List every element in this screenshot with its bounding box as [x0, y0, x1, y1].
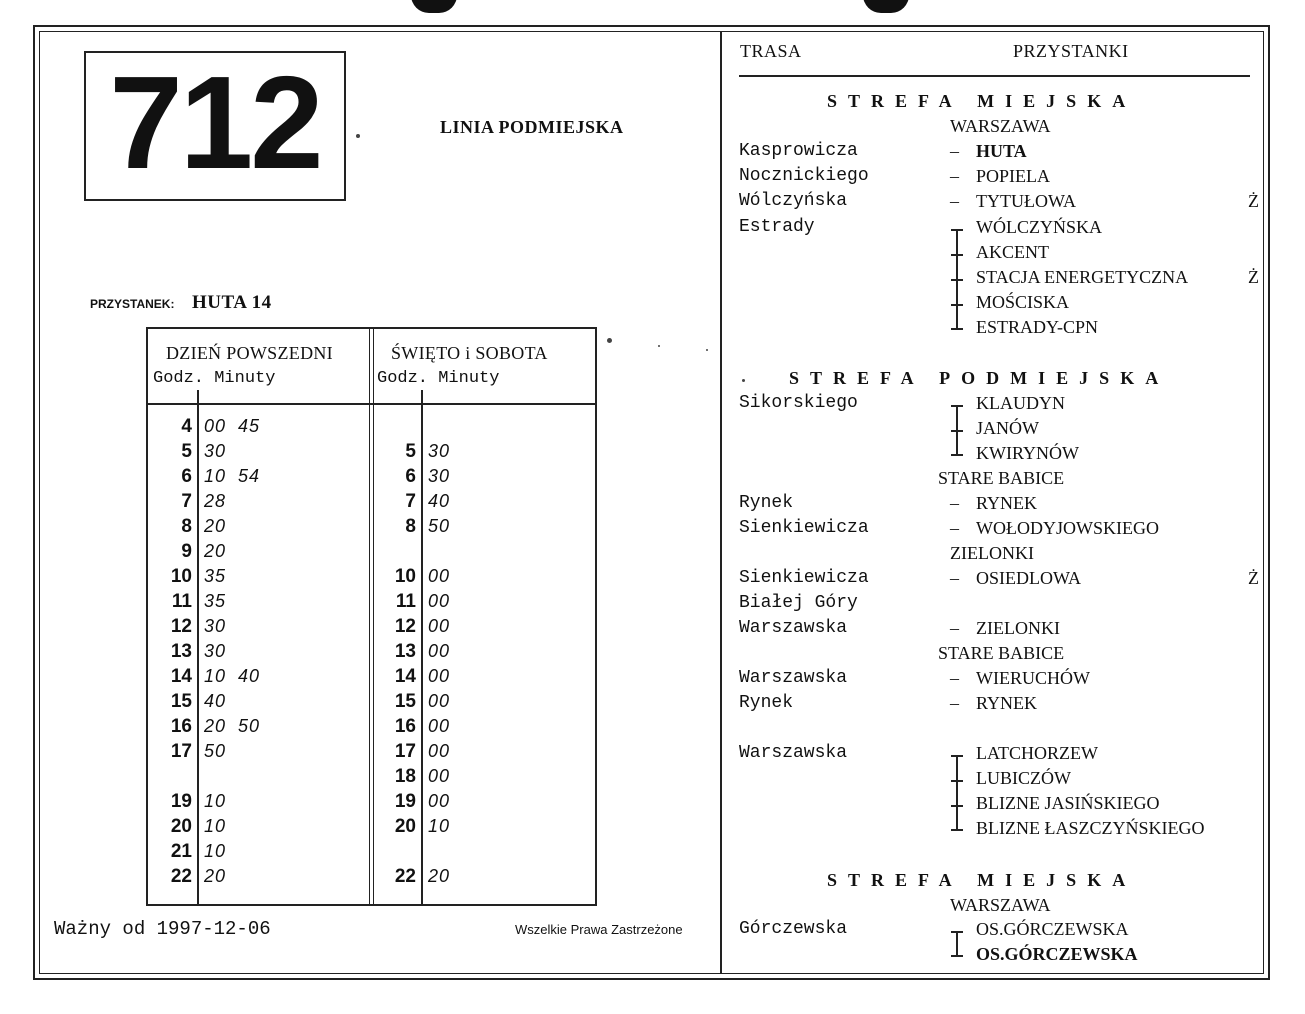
holiday-hour: 6 — [405, 466, 416, 487]
dash-mark: – — [950, 693, 959, 713]
weekday-minutes: 10 40 — [204, 666, 261, 686]
page-divider — [720, 31, 722, 974]
dash-mark: – — [950, 668, 959, 688]
holiday-minutes: 00 — [428, 766, 451, 786]
holiday-hour: 14 — [394, 666, 416, 687]
weekday-hour-rule — [197, 390, 199, 906]
holiday-hour: 16 — [394, 716, 416, 737]
holiday-hour: 18 — [394, 766, 416, 787]
weekday-minutes: 20 50 — [204, 716, 261, 736]
binder-hole — [863, 0, 909, 13]
city-name: WARSZAWA — [950, 116, 1051, 136]
stop-name: OSIEDLOWA — [976, 568, 1081, 588]
weekday-minutes: 30 — [204, 441, 227, 461]
timetable-middle-rule — [369, 327, 374, 906]
weekday-hour: 20 — [170, 816, 192, 837]
stop-name: WOŁODYJOWSKIEGO — [976, 518, 1159, 538]
holiday-hour: 15 — [394, 691, 416, 712]
stop-bracket — [951, 755, 963, 830]
stop-name: OS.GÓRCZEWSKA — [976, 944, 1138, 964]
weekday-hour: 17 — [170, 741, 192, 762]
weekday-hour: 9 — [181, 541, 192, 562]
stop-bracket — [951, 931, 963, 956]
street-name: Rynek — [739, 693, 794, 713]
zone-title: STREFA MIEJSKA — [827, 91, 1137, 111]
stop-name: OS.GÓRCZEWSKA — [976, 919, 1129, 939]
weekday-hour: 8 — [181, 516, 192, 537]
rights-notice: Wszelkie Prawa Zastrzeżone — [515, 922, 683, 937]
holiday-hour: 11 — [395, 591, 416, 612]
weekday-hour: 7 — [181, 491, 192, 512]
speck — [607, 338, 612, 343]
stop-name: STACJA ENERGETYCZNA — [976, 267, 1189, 287]
binder-hole — [411, 0, 457, 13]
stop-name: BLIZNE JASIŃSKIEGO — [976, 793, 1160, 813]
street-name: Kasprowicza — [739, 141, 858, 161]
holiday-hour: 8 — [405, 516, 416, 537]
speck — [658, 345, 660, 347]
street-name: Nocznickiego — [739, 166, 869, 186]
on-demand-mark: Ż — [1248, 191, 1259, 211]
dash-mark: – — [950, 518, 959, 538]
route-number: 712 — [109, 49, 321, 196]
weekday-minutes: 10 — [204, 791, 227, 811]
weekday-hour: 16 — [170, 716, 192, 737]
holiday-minutes: 00 — [428, 566, 451, 586]
holiday-minutes: 30 — [428, 466, 451, 486]
dash-mark: – — [950, 166, 959, 186]
holiday-hour: 12 — [394, 616, 416, 637]
dash-mark: – — [950, 568, 959, 588]
holiday-minutes: 00 — [428, 716, 451, 736]
timetable-header-rule — [146, 403, 597, 405]
stop-name: KLAUDYN — [976, 393, 1065, 413]
holiday-hour: 7 — [405, 491, 416, 512]
holiday-hour-rule — [421, 390, 423, 906]
city-name: ZIELONKI — [950, 543, 1034, 563]
holiday-hour: 13 — [394, 641, 416, 662]
weekday-minutes: 10 — [204, 816, 227, 836]
dash-mark: – — [950, 191, 959, 211]
header-trasa: TRASA — [740, 41, 802, 61]
holiday-title: ŚWIĘTO i SOBOTA — [391, 343, 548, 363]
stop-name: TYTUŁOWA — [976, 191, 1076, 211]
street-name: Sienkiewicza — [739, 568, 869, 588]
stop-bracket — [951, 229, 963, 329]
speck — [706, 349, 708, 351]
weekday-minutes: 35 — [204, 566, 227, 586]
weekday-hour: 12 — [170, 616, 192, 637]
stop-name: ESTRADY-CPN — [976, 317, 1099, 337]
header-przystanki: PRZYSTANKI — [1013, 41, 1129, 61]
zone-title: STREFA PODMIEJSKA — [789, 368, 1170, 388]
weekday-hour: 15 — [170, 691, 192, 712]
street-name: Warszawska — [739, 668, 848, 688]
weekday-hour: 14 — [170, 666, 192, 687]
stop-name: AKCENT — [976, 242, 1049, 262]
speck — [742, 379, 745, 382]
street-name: Sienkiewicza — [739, 518, 869, 538]
weekday-minutes: 30 — [204, 641, 227, 661]
stop-name: LUBICZÓW — [976, 768, 1071, 788]
weekday-minutes: 28 — [204, 491, 227, 511]
weekday-minutes: 20 — [204, 866, 227, 886]
holiday-minutes: 10 — [428, 816, 451, 836]
header-rule — [739, 75, 1250, 77]
weekday-hour: 5 — [181, 441, 192, 462]
stop-bracket — [951, 405, 963, 455]
dash-mark: – — [950, 141, 959, 161]
weekday-hour: 19 — [170, 791, 192, 812]
holiday-minutes: 00 — [428, 591, 451, 611]
on-demand-mark: Ż — [1248, 568, 1259, 588]
weekday-minutes: 20 — [204, 541, 227, 561]
stop-name: HUTA — [976, 141, 1027, 161]
weekday-title: DZIEŃ POWSZEDNI — [166, 343, 333, 363]
holiday-minutes: 30 — [428, 441, 451, 461]
holiday-subtitle: Godz. Minuty — [377, 369, 500, 388]
weekday-hour: 22 — [170, 866, 192, 887]
street-name: Estrady — [739, 217, 815, 237]
weekday-minutes: 40 — [204, 691, 227, 711]
stop-name: ZIELONKI — [976, 618, 1060, 638]
weekday-hour: 11 — [171, 591, 192, 612]
stop-name: RYNEK — [976, 493, 1038, 513]
city-name: WARSZAWA — [950, 895, 1051, 915]
holiday-hour: 10 — [394, 566, 416, 587]
stop-name: RYNEK — [976, 693, 1038, 713]
weekday-minutes: 10 54 — [204, 466, 261, 486]
weekday-subtitle: Godz. Minuty — [153, 369, 276, 388]
weekday-minutes: 00 45 — [204, 416, 261, 436]
holiday-minutes: 40 — [428, 491, 451, 511]
city-name: STARE BABICE — [938, 643, 1065, 663]
valid-from: Ważny od 1997-12-06 — [54, 918, 271, 940]
holiday-hour: 17 — [394, 741, 416, 762]
stop-label: PRZYSTANEK: — [90, 297, 175, 311]
stop-name: POPIELA — [976, 166, 1051, 186]
street-name: Rynek — [739, 493, 794, 513]
street-name: Warszawska — [739, 618, 848, 638]
stop-name: BLIZNE ŁASZCZYŃSKIEGO — [976, 818, 1205, 838]
holiday-hour: 19 — [394, 791, 416, 812]
line-type: LINIA PODMIEJSKA — [440, 117, 624, 137]
holiday-hour: 22 — [394, 866, 416, 887]
holiday-minutes: 00 — [428, 691, 451, 711]
city-name: STARE BABICE — [938, 468, 1065, 488]
street-name: Białej Góry — [739, 593, 858, 613]
holiday-minutes: 00 — [428, 741, 451, 761]
dash-mark: – — [950, 493, 959, 513]
stop-name: KWIRYNÓW — [976, 443, 1079, 463]
weekday-minutes: 10 — [204, 841, 227, 861]
stop-name: LATCHORZEW — [976, 743, 1098, 763]
street-name: Warszawska — [739, 743, 848, 763]
stop-name: WÓLCZYŃSKA — [976, 217, 1102, 237]
holiday-minutes: 20 — [428, 866, 451, 886]
stop-name: HUTA 14 — [192, 292, 272, 313]
weekday-hour: 13 — [170, 641, 192, 662]
street-name: Sikorskiego — [739, 393, 858, 413]
holiday-minutes: 00 — [428, 791, 451, 811]
speck — [356, 134, 360, 138]
stop-name: JANÓW — [976, 418, 1039, 438]
weekday-minutes: 30 — [204, 616, 227, 636]
holiday-minutes: 00 — [428, 616, 451, 636]
holiday-minutes: 00 — [428, 666, 451, 686]
zone-title: STREFA MIEJSKA — [827, 870, 1137, 890]
stop-name: MOŚCISKA — [976, 292, 1070, 312]
holiday-minutes: 50 — [428, 516, 451, 536]
weekday-minutes: 35 — [204, 591, 227, 611]
weekday-hour: 10 — [170, 566, 192, 587]
weekday-minutes: 20 — [204, 516, 227, 536]
weekday-hour: 6 — [181, 466, 192, 487]
street-name: Wólczyńska — [739, 191, 848, 211]
on-demand-mark: Ż — [1248, 267, 1259, 287]
holiday-hour: 5 — [405, 441, 416, 462]
holiday-minutes: 00 — [428, 641, 451, 661]
holiday-hour: 20 — [394, 816, 416, 837]
route-number-box — [84, 51, 346, 201]
dash-mark: – — [950, 618, 959, 638]
weekday-minutes: 50 — [204, 741, 227, 761]
street-name: Górczewska — [739, 919, 848, 939]
stop-name: WIERUCHÓW — [976, 668, 1090, 688]
weekday-hour: 21 — [170, 841, 192, 862]
weekday-hour: 4 — [181, 416, 192, 437]
